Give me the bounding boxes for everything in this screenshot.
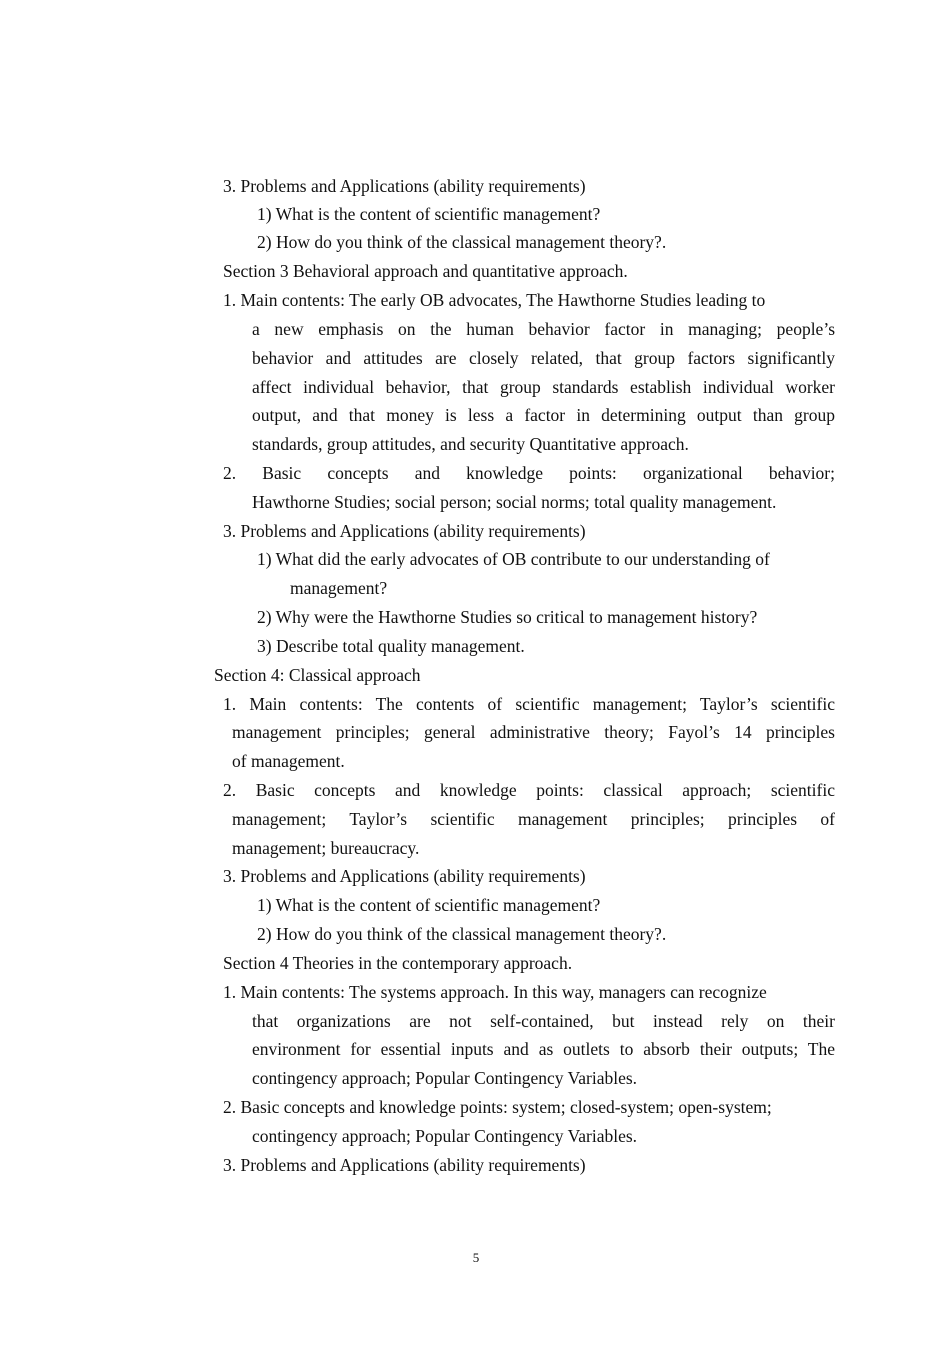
text-line: standards, group attitudes, and security Quantitative approach. — [252, 434, 689, 454]
text-line: contingency approach; Popular Contingency Variables. — [252, 1126, 638, 1146]
text-line: 3) Describe total quality management. — [257, 636, 525, 656]
section-heading: Section 4 Theories in the contemporary approach. — [223, 953, 573, 973]
text-line: of management. — [232, 751, 345, 771]
text-line: Hawthorne Studies; social person; social norms; total quality management. — [252, 492, 777, 512]
text-line: contingency approach; Popular Contingency Variables. — [252, 1068, 638, 1088]
text-line: 3. Problems and Applications (ability requirements) — [223, 1155, 586, 1175]
text-line: 1) What is the content of scientific management? — [257, 204, 601, 224]
text-line: 1. Main contents: The systems approach. In this way, managers can recognize — [223, 982, 767, 1002]
text-line: affect individual behavior, that group standards establish individual worker — [252, 377, 835, 397]
section-heading: Section 4: Classical approach — [214, 665, 421, 685]
text-line: 1) What did the early advocates of OB contribute to our understanding of — [257, 549, 770, 569]
text-line: a new emphasis on the human behavior factor in managing; people’s — [252, 319, 835, 339]
text-line: 2. Basic concepts and knowledge points: classical approach; scientific — [223, 780, 835, 800]
text-line: 1) What is the content of scientific management? — [257, 895, 601, 915]
text-line: management principles; general administrative theory; Fayol’s 14 principles — [232, 722, 835, 742]
text-line: 3. Problems and Applications (ability requirements) — [223, 521, 586, 541]
text-line: 2. Basic concepts and knowledge points: system; closed-system; open-system; — [223, 1097, 772, 1117]
text-line: that organizations are not self-contained, but instead rely on their — [252, 1011, 835, 1031]
text-line: 1. Main contents: The contents of scientific management; Taylor’s scientific — [223, 694, 835, 714]
text-line: 3. Problems and Applications (ability requirements) — [223, 866, 586, 886]
text-line: 2) How do you think of the classical management theory?. — [257, 924, 667, 944]
text-line: 1. Main contents: The early OB advocates, The Hawthorne Studies leading to — [223, 290, 766, 310]
section-heading: Section 3 Behavioral approach and quantitative approach. — [223, 261, 628, 281]
text-line: management? — [290, 578, 388, 598]
text-line: 2) Why were the Hawthorne Studies so critical to management history? — [257, 607, 758, 627]
text-line: environment for essential inputs and as outlets to absorb their outputs; The — [252, 1039, 835, 1059]
text-line: management; bureaucracy. — [232, 838, 420, 858]
text-line: 2) How do you think of the classical management theory?. — [257, 232, 667, 252]
text-line: behavior and attitudes are closely related, that group factors significantly — [252, 348, 835, 368]
text-line: 2. Basic concepts and knowledge points: organizational behavior; — [223, 463, 835, 483]
text-line: management; Taylor’s scientific management principles; principles of — [232, 809, 835, 829]
page-number: 5 — [472, 1250, 480, 1265]
text-line: 3. Problems and Applications (ability requirements) — [223, 176, 586, 196]
text-line: output, and that money is less a factor in determining output than group — [252, 405, 835, 425]
